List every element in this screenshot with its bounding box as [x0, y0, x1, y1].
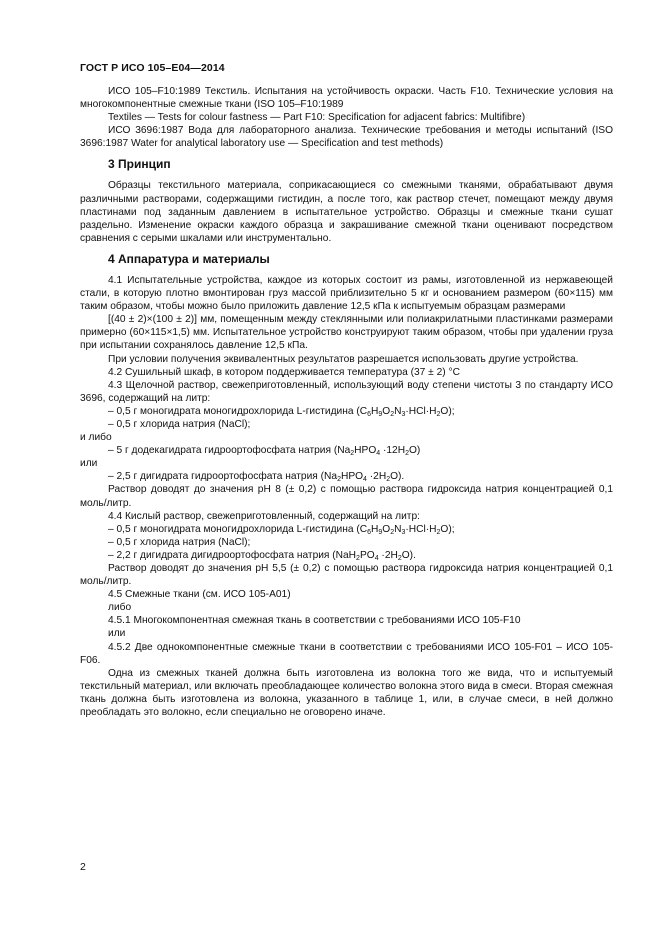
alkaline-and-either: и либо [80, 432, 112, 444]
clause-4-5-1: 4.5.1 Многокомпонентная смежная ткань в соответствии с требованиями ИСО 105-F10 [108, 615, 521, 627]
alkaline-item-phosphate-2h2o: – 2,5 г дигидрата гидроортофосфата натрия $(Na_2HPO_4 \cdot 2H_2O)$. [108, 471, 405, 484]
clause-4-1-a: 4.1 Испытательные устройства, каждое из которых состоит из рамы, изготовленной из нержавеющей стали, в которую плотно вмонтирован груз массой приблизительно 5 кг и основанием размером (60×115) мм таким образом, чтобы можно было приложить давление 12,5 кПа к испытуемым образцам размерами [80, 274, 613, 313]
clause-4-5-or: или [108, 628, 126, 640]
alkaline-or: или [80, 458, 98, 470]
section-4-heading: 4 Аппаратура и материалы [108, 251, 270, 266]
clause-4-2: 4.2 Сушильный шкаф, в котором поддерживается температура (37 ± 2) °С [108, 366, 460, 378]
acid-ph-adjust: Раствор доводят до значения pH 5,5 (± 0,2) с помощью раствора гидроксида натрия концентрацией 0,1 моль/литр. [80, 563, 613, 588]
adjacent-fabric-note: Одна из смежных тканей должна быть изготовлена из волокна того же вида, что и испытуемый текстильный материал, или включать преобладающее количество волокна этого вида в смеси. Вторая смежная ткань должна быть изготовлена из волокна, указанного в таблице 1, или, в случае смеси, в ней должно преобладать это волокно, если специально не оговорено иначе. [80, 667, 613, 719]
clause-4-5-2: 4.5.2 Две однокомпонентные смежные ткани в соответствии с требованиями ИСО 105-F01 – ИСО 105-F06. [80, 641, 613, 666]
clause-4-5: 4.5 Смежные ткани (см. ИСО 105-А01) [108, 589, 291, 601]
reference-iso-3696: ИСО 3696:1987 Вода для лабораторного анализа. Технические требования и методы испытаний (ISO 3696:1987 Water for analytical laboratory use — Specification and test methods) [80, 125, 613, 150]
section-3-text: Образцы текстильного материала, соприкасающиеся со смежными тканями, обрабатывают двумя различными растворами, содержащими гистидин, а после того, как раствор стечет, помещают между двумя пластинами под заданным давлением в испытательное устройство. Образцы и смежные ткани сушат раздельно. Изменение окраски каждого образца и закрашивание смежной ткани оценивают посредством сравнения с серыми шкалами или инструментально. [80, 180, 613, 244]
clause-4-1-c: При условии получения эквивалентных результатов разрешается использовать другие устройства. [108, 353, 579, 365]
document-body [80, 85, 613, 719]
clause-4-1-b: [(40 ± 2)×(100 ± 2)] мм, помещенным между стеклянными или полиакрилатными пластинками размерами примерно (60×115×1,5) мм. Испытательное устройство конструируют таким образом, чтобы при удалении груза при испытании сохранялось давление 12,5 кПа. [80, 314, 613, 352]
alkaline-item-nacl: – 0,5 г хлорида натрия (NaCl); [108, 418, 251, 430]
reference-iso-105-f10: ИСО 105–F10:1989 Текстиль. Испытания на устойчивость окраски. Часть F10. Технические условия на многокомпонентные смежные ткани (ISO 105–F10:1989 [80, 86, 613, 111]
clause-4-4: 4.4 Кислый раствор, свежеприготовленный, содержащий на литр: [108, 510, 420, 522]
page-header: ГОСТ Р ИСО 105–Е04—2014 [80, 62, 225, 74]
page-number: 2 [80, 861, 86, 873]
acid-item-nacl: – 0,5 г хлорида натрия (NaCl); [108, 536, 251, 548]
reference-iso-105-f10-english: Textiles — Tests for colour fastness — Part F10: Specification for adjacent fabrics: Multifibre) [108, 112, 526, 124]
section-3-heading: 3 Принцип [108, 157, 171, 172]
acid-item-histidine: – 0,5 г моногидрата моногидрохлорида L-гистидина $(C_6H_9O_2N_3\cdot HCl\cdot H_2O)$; [108, 523, 455, 536]
clause-4-3: 4.3 Щелочной раствор, свежеприготовленный, использующий воду степени чистоты 3 по стандарту ИСО 3696, содержащий на литр: [80, 379, 613, 404]
alkaline-item-histidine: – 0,5 г моногидрата моногидрохлорида L-гистидина $(C_6H_9O_2N_3\cdot HCl\cdot H_2O)$; [108, 405, 455, 418]
alkaline-item-phosphate-12h2o: – 5 г додекагидрата гидроортофосфата натрия $(Na_2HPO_4 \cdot 12H_2O)$ [108, 445, 421, 458]
acid-item-dihydrogen-phosphate: – 2,2 г дигидрата дигидроортофосфата натрия $(NaH_2PO_4 \cdot 2H_2O)$. [108, 549, 416, 562]
alkaline-ph-adjust: Раствор доводят до значения pH 8 (± 0,2) с помощью раствора гидроксида натрия концентрацией 0,1 моль/литр. [80, 484, 613, 509]
clause-4-5-either: либо [108, 602, 132, 614]
